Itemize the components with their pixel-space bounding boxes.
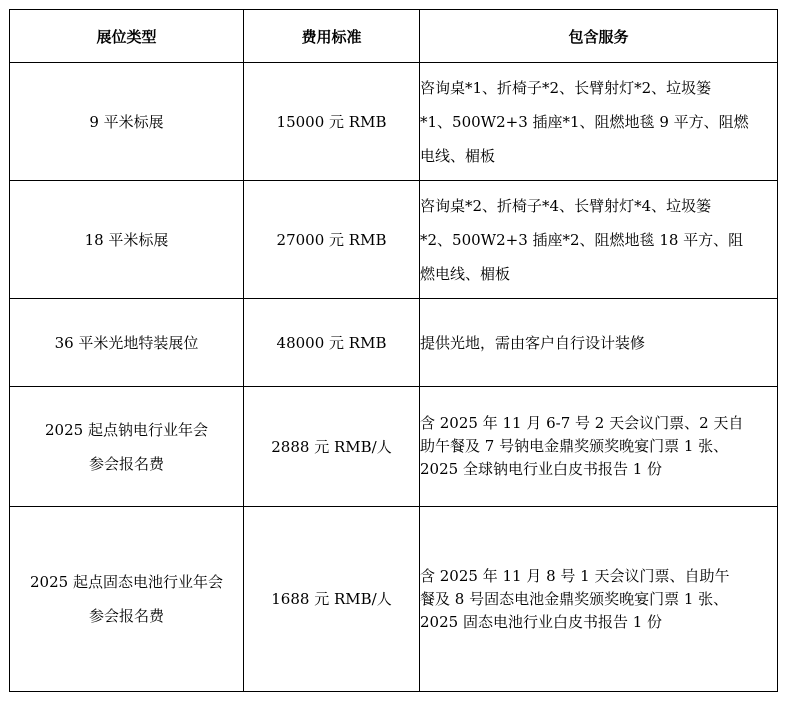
fee-cell: 2888 元 RMB/人 [244,387,420,507]
header-included-services: 包含服务 [420,10,778,63]
service-line: 燃电线、楣板 [420,264,511,283]
service-cell [420,63,778,181]
booth-type-cell [10,181,244,299]
service-cell [420,181,778,299]
table-header-row [10,10,778,63]
service-line: 咨询桌*2、折椅子*4、长臂射灯*4、垃圾篓 [420,196,712,215]
service-line: 含 2025 年 11 月 6-7 号 2 天会议门票、2 天自 [420,414,744,432]
booth-type-text: 2025 起点固态电池行业年会 [30,573,223,591]
price-table [9,9,778,692]
service-line: 2025 全球钠电行业白皮书报告 1 份 [420,460,663,478]
service-cell [420,507,778,692]
service-line: 提供光地，需由客户自行设计装修 [420,333,646,352]
fee-cell: 15000 元 RMB [244,63,420,181]
service-cell [420,299,778,387]
booth-type-text: 参会报名费 [88,607,164,625]
fee-cell: 1688 元 RMB/人 [244,507,420,692]
booth-type-cell [10,507,244,692]
table-row [10,507,778,692]
booth-type-cell [10,387,244,507]
service-line: 餐及 8 号固态电池金鼎奖颁奖晚宴门票 1 张、 [420,589,729,608]
table-row [10,299,778,387]
table-row [10,387,778,507]
booth-type-text: 参会报名费 [88,454,164,473]
service-line: 咨询桌*1、折椅子*2、长臂射灯*2、垃圾篓 [420,78,712,97]
fee-cell: 48000 元 RMB [244,299,420,387]
service-line: 2025 固态电池行业白皮书报告 1 份 [420,612,663,631]
booth-type-cell [10,63,244,181]
booth-type-text: 2025 起点钠电行业年会 [45,420,208,439]
booth-type-text: 36 平米光地特装展位 [54,333,199,352]
service-line: 助午餐及 7 号钠电金鼎奖颁奖晚宴门票 1 张、 [420,437,729,455]
booth-type-cell [10,299,244,387]
service-line: 含 2025 年 11 月 8 号 1 天会议门票、自助午 [420,566,730,585]
header-fee-standard: 费用标准 [244,10,420,63]
header-booth-type: 展位类型 [10,10,244,63]
service-cell [420,387,778,507]
service-line: *1、500W2+3 插座*1、阻燃地毯 9 平方、阻燃 [420,112,749,131]
table-row [10,63,778,181]
table-row [10,181,778,299]
service-line: *2、500W2+3 插座*2、阻燃地毯 18 平方、阻 [420,230,744,249]
booth-type-text: 18 平米标展 [84,230,169,249]
service-line: 电线、楣板 [420,146,496,165]
booth-type-text: 9 平米标展 [89,112,164,131]
fee-cell: 27000 元 RMB [244,181,420,299]
